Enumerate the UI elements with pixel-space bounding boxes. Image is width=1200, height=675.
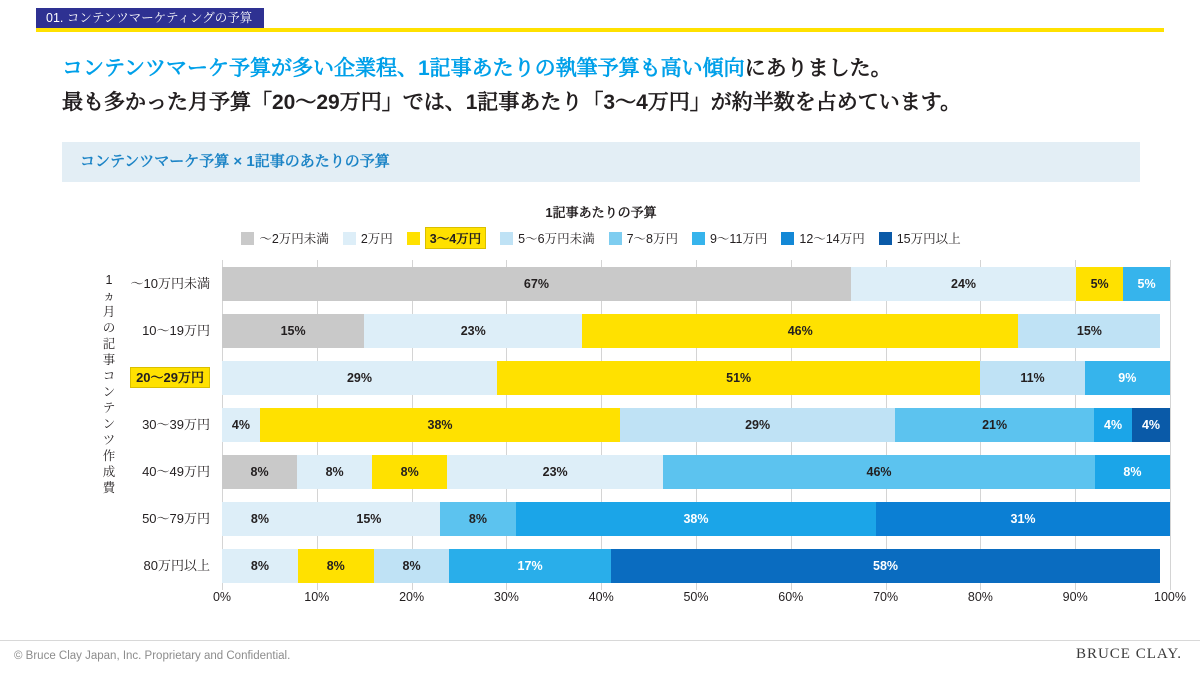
x-axis-tick-label: 20%	[399, 590, 425, 604]
lead-emphasis: コンテンツマーケ予算が多い企業程、1記事あたりの執筆予算も高い傾向	[62, 57, 745, 80]
gridline	[1170, 260, 1171, 590]
plot-region	[130, 260, 1170, 590]
category-label	[70, 408, 210, 442]
legend-item[interactable]	[692, 229, 767, 247]
lead-line-2: 最も多かった月予算「20〜29万円」では、1記事あたり「3〜4万円」が約半数を占めています。	[62, 91, 962, 114]
chart-area	[62, 182, 1186, 622]
category-label-text: 40〜49万円	[142, 464, 210, 480]
legend-swatch-icon	[500, 232, 513, 245]
x-axis-tick-label: 0%	[212, 590, 232, 604]
category-label	[70, 314, 210, 348]
y-axis-title-char: 作	[102, 449, 116, 463]
legend-swatch-icon	[692, 232, 705, 245]
bar-segment[interactable]: 4%	[222, 408, 260, 442]
chart-panel	[62, 142, 1186, 624]
bar-segment[interactable]: 21%	[895, 408, 1094, 442]
legend-swatch-icon	[407, 232, 420, 245]
legend-label: 2万円	[360, 232, 393, 246]
bar-segment[interactable]: 38%	[516, 502, 876, 536]
legend-item[interactable]	[500, 229, 594, 247]
bar-segment[interactable]: 4%	[1132, 408, 1170, 442]
slide-header	[36, 8, 1164, 32]
y-axis-title-char: ン	[102, 385, 116, 399]
legend-swatch-icon	[609, 232, 622, 245]
bar-segment[interactable]: 46%	[582, 314, 1018, 348]
bar-row[interactable]	[222, 549, 1170, 583]
y-axis-title-char: 費	[102, 481, 116, 495]
category-label	[70, 267, 210, 301]
bar-row[interactable]	[222, 314, 1170, 348]
bar-segment[interactable]: 29%	[222, 361, 497, 395]
bar-segment[interactable]: 17%	[449, 549, 610, 583]
bar-segment[interactable]: 58%	[611, 549, 1161, 583]
x-axis-tick-label: 100%	[1154, 590, 1186, 604]
y-axis-title-char: 1	[105, 273, 113, 287]
bar-segment[interactable]: 5%	[1123, 267, 1170, 301]
y-axis-title-char: ヵ	[102, 289, 116, 303]
category-label	[70, 455, 210, 489]
bar-segment[interactable]: 15%	[1018, 314, 1160, 348]
bar-segment[interactable]: 46%	[663, 455, 1095, 489]
bar-segment[interactable]: 31%	[876, 502, 1170, 536]
bar-segment[interactable]: 8%	[440, 502, 516, 536]
bar-segment[interactable]: 8%	[374, 549, 450, 583]
bar-segment[interactable]: 29%	[620, 408, 895, 442]
bar-segment[interactable]: 15%	[298, 502, 440, 536]
legend-label: 15万円以上	[896, 232, 961, 246]
bar-segment[interactable]: 23%	[364, 314, 582, 348]
bar-segment[interactable]: 23%	[447, 455, 663, 489]
bar-segment[interactable]: 8%	[1095, 455, 1170, 489]
category-label-text: 20〜29万円	[130, 367, 210, 388]
bar-segment[interactable]: 8%	[372, 455, 447, 489]
bar-row[interactable]	[222, 455, 1170, 489]
lead-copy	[62, 52, 1162, 120]
category-label	[70, 361, 210, 395]
legend-item[interactable]	[781, 229, 864, 247]
category-label	[70, 549, 210, 583]
y-axis-title-char: ン	[102, 417, 116, 431]
bar-segment[interactable]: 38%	[260, 408, 620, 442]
legend-label: 3〜4万円	[425, 227, 486, 249]
lead-line-1	[62, 52, 1162, 86]
footer-divider	[0, 640, 1200, 641]
bar-row[interactable]	[222, 267, 1170, 301]
bar-row[interactable]	[222, 502, 1170, 536]
y-axis-title-char: 記	[102, 337, 116, 351]
bar-segment[interactable]: 51%	[497, 361, 980, 395]
bar-segment[interactable]: 15%	[222, 314, 364, 348]
y-axis-title-char: 事	[102, 353, 116, 367]
bar-segment[interactable]: 8%	[297, 455, 372, 489]
legend-label: 〜2万円未満	[259, 232, 329, 246]
legend-item[interactable]	[241, 229, 328, 247]
legend-label: 12〜14万円	[799, 232, 865, 246]
bar-segment[interactable]: 67%	[222, 267, 851, 301]
category-label	[70, 502, 210, 536]
bar-segment[interactable]: 9%	[1085, 361, 1170, 395]
bar-row[interactable]	[222, 361, 1170, 395]
bar-row[interactable]	[222, 408, 1170, 442]
x-axis-tick-label: 80%	[967, 590, 993, 604]
y-axis-title-char: 成	[102, 465, 116, 479]
legend-item[interactable]	[407, 227, 486, 249]
bar-segment[interactable]: 8%	[222, 455, 297, 489]
legend-item[interactable]	[343, 229, 393, 247]
bar-segment[interactable]: 8%	[222, 502, 298, 536]
x-axis-tick-label: 90%	[1062, 590, 1088, 604]
footer-copyright: © Bruce Clay Japan, Inc. Proprietary and Confidential.	[14, 650, 291, 662]
x-axis-tick-label: 10%	[304, 590, 330, 604]
x-axis	[212, 590, 1186, 610]
category-label-text: 30〜39万円	[142, 417, 210, 432]
category-label-text: 50〜79万円	[142, 511, 210, 527]
legend-label: 5〜6万円未満	[518, 232, 595, 246]
legend-item[interactable]	[609, 229, 678, 247]
y-axis-title-char: テ	[102, 401, 116, 415]
legend-swatch-icon	[879, 232, 892, 245]
x-axis-tick-label: 40%	[588, 590, 614, 604]
chart-panel-title: コンテンツマーケ予算 × 1記事のあたりの予算	[62, 142, 1140, 182]
lead-line-1-tail: にありました。	[744, 57, 892, 80]
brand-logo: BRUCE CLAY.	[1075, 646, 1182, 662]
bar-segment[interactable]: 5%	[1076, 267, 1123, 301]
legend-label: 9〜11万円	[709, 232, 768, 246]
legend-title: 1記事あたりの予算	[545, 205, 657, 220]
category-label-text: 80万円以上	[143, 558, 210, 574]
legend-label: 7〜8万円	[626, 232, 678, 246]
stacked-bars	[130, 260, 1170, 590]
bar-segment[interactable]: 8%	[222, 549, 298, 583]
legend-swatch-icon	[781, 232, 794, 245]
category-label-text: 〜10万円未満	[130, 275, 210, 291]
bar-segment[interactable]: 8%	[298, 549, 374, 583]
x-axis-tick-label: 60%	[778, 590, 804, 604]
bar-segment[interactable]: 11%	[980, 361, 1084, 395]
section-tab: 01. コンテンツマーケティングの予算	[36, 8, 264, 28]
legend-item[interactable]	[879, 229, 961, 247]
y-axis-title-char: 月	[102, 305, 116, 319]
category-label-text: 10〜19万円	[142, 322, 210, 338]
header-underline	[36, 28, 1164, 32]
y-axis-title-char: コ	[102, 369, 116, 383]
x-axis-tick-label: 50%	[683, 590, 709, 604]
legend-swatch-icon	[343, 232, 356, 245]
legend-swatch-icon	[241, 232, 254, 245]
y-axis-title-char: の	[102, 321, 116, 335]
x-axis-tick-label: 70%	[873, 590, 899, 604]
chart-legend	[62, 227, 1140, 249]
bar-segment[interactable]: 4%	[1094, 408, 1132, 442]
bar-segment[interactable]: 24%	[851, 267, 1076, 301]
y-axis-title-char: ツ	[102, 433, 116, 447]
x-axis-tick-label: 30%	[493, 590, 519, 604]
